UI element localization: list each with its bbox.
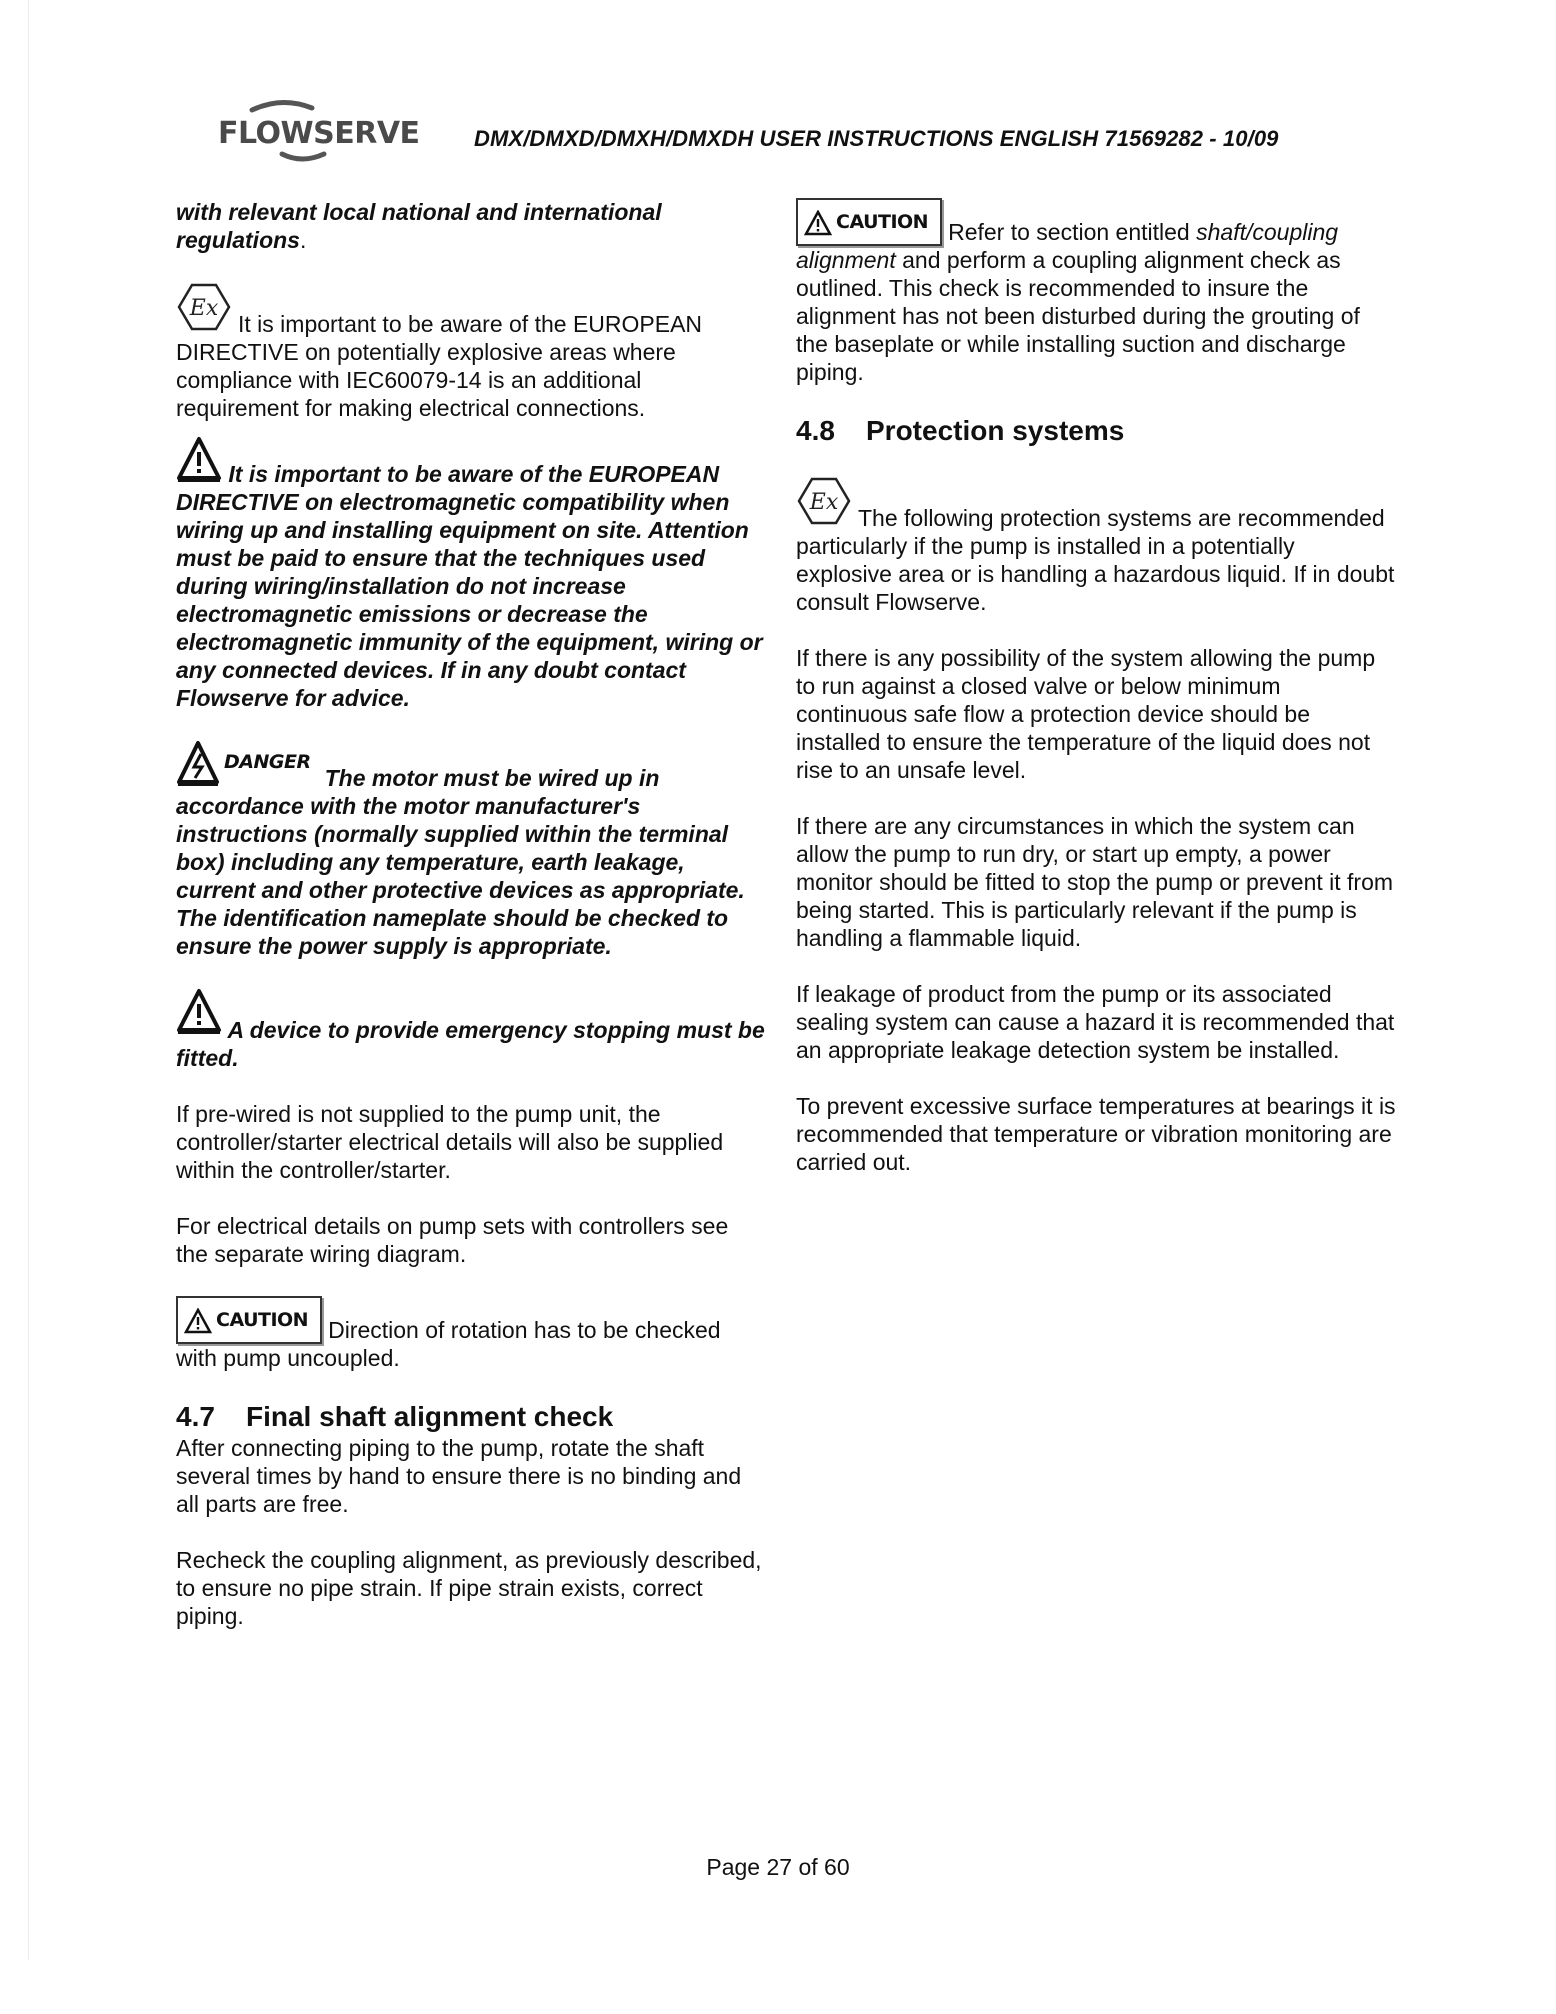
left-column [176,198,766,1630]
intro-paragraph: with relevant local national and international regulations. [176,199,662,253]
section-4-7-heading: 4.7 Final shaft alignment check [176,1401,614,1432]
flowserve-logo [212,96,420,176]
svg-text:Ex: Ex [809,490,839,515]
section-4-8-heading: 4.8 Protection systems [796,415,1125,446]
emergency-stop-paragraph: A device to provide emergency stopping must be fitted. [176,988,766,1072]
warning-triangle-icon [176,436,222,488]
logo-text: FLOWSERVE [218,116,420,151]
ex-explosion-icon [176,282,232,338]
caution-triangle-icon [804,210,832,236]
emc-warning-paragraph: It is important to be aware of the EUROPEAN DIRECTIVE on electromagnetic compatibility when wiring up and installing equipment on site. Attention must be paid to ensure that the techniques used during wiring/installation do not increase electromagnetic emissions or decrease the electromagnetic immunity of the equipment, wiring or any connected devices. If in any doubt contact Flowserve for advice. [176,436,766,712]
svg-text:Ex: Ex [189,296,219,321]
ex-directive-paragraph: Ex It is important to be aware of the EUROPEAN DIRECTIVE on potentially explosive areas where compliance with IEC60079-14 is an additional requirement for making electrical connections. [176,282,766,422]
caution-label: CAUTION [796,198,942,246]
temperature-paragraph: To prevent excessive surface temperatures at bearings it is recommended that temperature or vibration monitoring are carried out. [796,1093,1396,1175]
document-title: DMX/DMXD/DMXH/DMXDH USER INSTRUCTIONS ENGLISH 71569282 - 10/09 [474,126,1279,151]
page-header [212,96,1402,176]
alignment-caution-paragraph: CAUTION Refer to section entitled shaft/coupling alignment and perform a coupling alignment check as outlined. This check is recommended to insure the alignment has not been disturbed during the grouting of the baseplate or while installing suction and discharge piping. [796,198,1396,386]
dry-run-paragraph: If there are any circumstances in which the system can allow the pump to run dry, or start up empty, a power monitor should be fitted to stop the pump or prevent it from being started. This is particularly relevant if the pump is handling a flammable liquid. [796,813,1394,951]
danger-label: DANGER [176,740,311,792]
leakage-paragraph: If leakage of product from the pump or its associated sealing system can cause a hazard it is recommended that an appropriate leakage detection system be installed. [796,981,1395,1063]
page-edge-line [28,0,29,1960]
caution-label: CAUTION [176,1296,322,1344]
page-number: Page 27 of 60 [706,1854,850,1880]
right-column [796,198,1396,1176]
danger-nameplate-paragraph: The identification nameplate should be checked to ensure the power supply is appropriate. [176,905,729,959]
warning-triangle-icon [176,988,222,1044]
electrical-danger-icon [176,740,220,786]
prewired-paragraph: If pre-wired is not supplied to the pump unit, the controller/starter electrical details will also be supplied within the controller/starter. [176,1101,724,1183]
section-4-7-paragraph-2: Recheck the coupling alignment, as previously described, to ensure no pipe strain. If pipe strain exists, correct piping. [176,1547,762,1629]
caution-triangle-icon [184,1308,212,1334]
section-4-7-paragraph-1: After connecting piping to the pump, rotate the shaft several times by hand to ensure there is no binding and all parts are free. [176,1435,742,1517]
ex-explosion-icon [796,476,852,532]
danger-motor-paragraph: $^{DANGER}$The motor must be wired up in accordance with the motor manufacturer's instructions (normally supplied within the terminal box) including any temperature, earth leakage, current and other protective devices as appropriate. [176,740,766,904]
protection-ex-paragraph: Ex The following protection systems are recommended particularly if the pump is installed in a potentially explosive area or is handling a hazardous liquid. If in doubt consult Flowserve. [796,476,1396,616]
rotation-caution-paragraph: CAUTION Direction of rotation has to be checked with pump uncoupled. [176,1296,766,1372]
controllers-paragraph: For electrical details on pump sets with controllers see the separate wiring diagram. [176,1213,729,1267]
closed-valve-paragraph: If there is any possibility of the system allowing the pump to run against a closed valve or below minimum continuous safe flow a protection device should be installed to ensure the temperature of the liquid does not rise to an unsafe level. [796,645,1376,783]
